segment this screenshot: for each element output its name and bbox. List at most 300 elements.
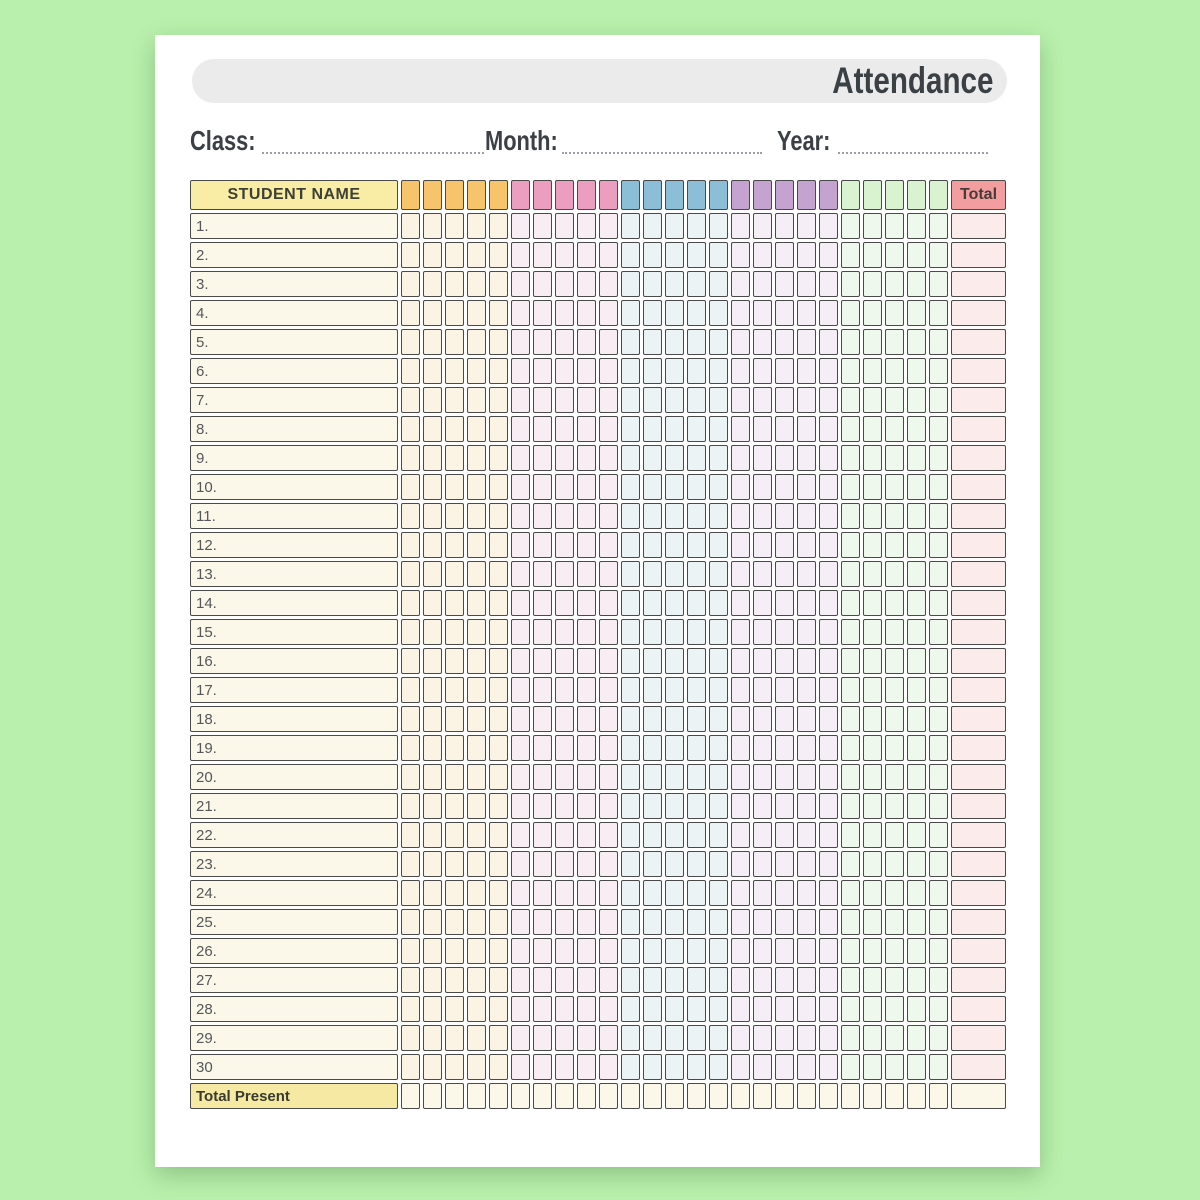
attendance-cell[interactable] — [665, 503, 684, 529]
attendance-cell[interactable] — [819, 271, 838, 297]
attendance-cell[interactable] — [709, 416, 728, 442]
attendance-cell[interactable] — [731, 387, 750, 413]
attendance-cell[interactable] — [423, 1054, 442, 1080]
attendance-cell[interactable] — [709, 706, 728, 732]
attendance-cell[interactable] — [445, 387, 464, 413]
attendance-cell[interactable] — [555, 909, 574, 935]
attendance-cell[interactable] — [577, 648, 596, 674]
attendance-cell[interactable] — [841, 474, 860, 500]
attendance-cell[interactable] — [819, 387, 838, 413]
attendance-cell[interactable] — [423, 735, 442, 761]
attendance-cell[interactable] — [907, 503, 926, 529]
student-name-cell[interactable]: 23. — [190, 851, 398, 877]
attendance-cell[interactable] — [929, 416, 948, 442]
attendance-cell[interactable] — [533, 561, 552, 587]
attendance-cell[interactable] — [555, 329, 574, 355]
attendance-cell[interactable] — [775, 735, 794, 761]
attendance-cell[interactable] — [533, 1054, 552, 1080]
attendance-cell[interactable] — [643, 416, 662, 442]
attendance-cell[interactable] — [599, 706, 618, 732]
attendance-cell[interactable] — [885, 1054, 904, 1080]
attendance-cell[interactable] — [445, 822, 464, 848]
attendance-cell[interactable] — [577, 822, 596, 848]
attendance-cell[interactable] — [753, 648, 772, 674]
attendance-cell[interactable] — [533, 271, 552, 297]
attendance-cell[interactable] — [665, 271, 684, 297]
attendance-cell[interactable] — [621, 532, 640, 558]
attendance-cell[interactable] — [885, 503, 904, 529]
attendance-cell[interactable] — [863, 561, 882, 587]
attendance-cell[interactable] — [841, 880, 860, 906]
attendance-cell[interactable] — [643, 938, 662, 964]
attendance-cell[interactable] — [665, 561, 684, 587]
attendance-cell[interactable] — [709, 445, 728, 471]
attendance-cell[interactable] — [797, 416, 816, 442]
attendance-cell[interactable] — [599, 445, 618, 471]
row-total-cell[interactable] — [951, 445, 1006, 471]
attendance-cell[interactable] — [555, 764, 574, 790]
attendance-cell[interactable] — [445, 880, 464, 906]
attendance-cell[interactable] — [489, 387, 508, 413]
attendance-cell[interactable] — [511, 706, 530, 732]
attendance-cell[interactable] — [819, 677, 838, 703]
row-total-cell[interactable] — [951, 648, 1006, 674]
attendance-cell[interactable] — [467, 996, 486, 1022]
attendance-cell[interactable] — [731, 242, 750, 268]
attendance-cell[interactable] — [621, 967, 640, 993]
attendance-cell[interactable] — [863, 387, 882, 413]
attendance-cell[interactable] — [775, 764, 794, 790]
student-name-cell[interactable]: 25. — [190, 909, 398, 935]
attendance-cell[interactable] — [533, 996, 552, 1022]
attendance-cell[interactable] — [819, 213, 838, 239]
attendance-cell[interactable] — [577, 996, 596, 1022]
attendance-cell[interactable] — [599, 213, 618, 239]
attendance-cell[interactable] — [511, 764, 530, 790]
attendance-cell[interactable] — [467, 909, 486, 935]
attendance-cell[interactable] — [533, 764, 552, 790]
attendance-cell[interactable] — [687, 996, 706, 1022]
attendance-cell[interactable] — [423, 851, 442, 877]
attendance-cell[interactable] — [731, 213, 750, 239]
attendance-cell[interactable] — [731, 358, 750, 384]
attendance-cell[interactable] — [467, 503, 486, 529]
attendance-cell[interactable] — [753, 561, 772, 587]
attendance-cell[interactable] — [423, 619, 442, 645]
row-total-cell[interactable] — [951, 793, 1006, 819]
student-name-cell[interactable]: 12. — [190, 532, 398, 558]
attendance-cell[interactable] — [489, 358, 508, 384]
attendance-cell[interactable] — [599, 909, 618, 935]
attendance-cell[interactable] — [599, 648, 618, 674]
attendance-cell[interactable] — [775, 648, 794, 674]
attendance-cell[interactable] — [665, 213, 684, 239]
row-total-cell[interactable] — [951, 561, 1006, 587]
attendance-cell[interactable] — [489, 561, 508, 587]
attendance-cell[interactable] — [819, 706, 838, 732]
attendance-cell[interactable] — [885, 213, 904, 239]
attendance-cell[interactable] — [445, 590, 464, 616]
attendance-cell[interactable] — [929, 706, 948, 732]
attendance-cell[interactable] — [533, 474, 552, 500]
attendance-cell[interactable] — [775, 851, 794, 877]
attendance-cell[interactable] — [665, 590, 684, 616]
attendance-cell[interactable] — [401, 561, 420, 587]
attendance-cell[interactable] — [797, 532, 816, 558]
attendance-cell[interactable] — [687, 561, 706, 587]
attendance-cell[interactable] — [401, 532, 420, 558]
attendance-cell[interactable] — [907, 619, 926, 645]
attendance-cell[interactable] — [687, 938, 706, 964]
attendance-cell[interactable] — [885, 445, 904, 471]
attendance-cell[interactable] — [555, 416, 574, 442]
attendance-cell[interactable] — [797, 445, 816, 471]
attendance-cell[interactable] — [467, 561, 486, 587]
attendance-cell[interactable] — [929, 590, 948, 616]
attendance-cell[interactable] — [863, 967, 882, 993]
student-name-cell[interactable]: 1. — [190, 213, 398, 239]
attendance-cell[interactable] — [863, 300, 882, 326]
attendance-cell[interactable] — [467, 1025, 486, 1051]
attendance-cell[interactable] — [621, 822, 640, 848]
attendance-cell[interactable] — [775, 474, 794, 500]
attendance-cell[interactable] — [445, 503, 464, 529]
attendance-cell[interactable] — [819, 880, 838, 906]
row-total-cell[interactable] — [951, 590, 1006, 616]
total-present-cell[interactable] — [753, 1083, 772, 1109]
month-input-line[interactable] — [562, 151, 762, 154]
total-present-cell[interactable] — [885, 1083, 904, 1109]
attendance-cell[interactable] — [731, 735, 750, 761]
student-name-cell[interactable]: 20. — [190, 764, 398, 790]
attendance-cell[interactable] — [907, 735, 926, 761]
student-name-cell[interactable]: 10. — [190, 474, 398, 500]
attendance-cell[interactable] — [709, 329, 728, 355]
student-name-cell[interactable]: 27. — [190, 967, 398, 993]
attendance-cell[interactable] — [445, 996, 464, 1022]
attendance-cell[interactable] — [731, 967, 750, 993]
attendance-cell[interactable] — [423, 793, 442, 819]
attendance-cell[interactable] — [731, 416, 750, 442]
attendance-cell[interactable] — [533, 735, 552, 761]
attendance-cell[interactable] — [621, 648, 640, 674]
attendance-cell[interactable] — [687, 735, 706, 761]
student-name-cell[interactable]: 16. — [190, 648, 398, 674]
attendance-cell[interactable] — [731, 706, 750, 732]
attendance-cell[interactable] — [753, 474, 772, 500]
attendance-cell[interactable] — [621, 445, 640, 471]
total-present-cell[interactable] — [665, 1083, 684, 1109]
attendance-cell[interactable] — [555, 271, 574, 297]
attendance-cell[interactable] — [511, 880, 530, 906]
attendance-cell[interactable] — [687, 677, 706, 703]
attendance-cell[interactable] — [621, 358, 640, 384]
attendance-cell[interactable] — [467, 938, 486, 964]
attendance-cell[interactable] — [401, 474, 420, 500]
row-total-cell[interactable] — [951, 677, 1006, 703]
attendance-cell[interactable] — [709, 677, 728, 703]
attendance-cell[interactable] — [753, 764, 772, 790]
attendance-cell[interactable] — [445, 735, 464, 761]
attendance-cell[interactable] — [797, 503, 816, 529]
row-total-cell[interactable] — [951, 880, 1006, 906]
attendance-cell[interactable] — [511, 909, 530, 935]
attendance-cell[interactable] — [687, 387, 706, 413]
attendance-cell[interactable] — [555, 735, 574, 761]
attendance-cell[interactable] — [731, 677, 750, 703]
attendance-cell[interactable] — [423, 938, 442, 964]
attendance-cell[interactable] — [775, 358, 794, 384]
attendance-cell[interactable] — [819, 329, 838, 355]
attendance-cell[interactable] — [533, 880, 552, 906]
attendance-cell[interactable] — [467, 880, 486, 906]
attendance-cell[interactable] — [423, 213, 442, 239]
attendance-cell[interactable] — [753, 996, 772, 1022]
attendance-cell[interactable] — [511, 619, 530, 645]
attendance-cell[interactable] — [577, 1025, 596, 1051]
student-name-cell[interactable]: 21. — [190, 793, 398, 819]
total-present-cell[interactable] — [863, 1083, 882, 1109]
attendance-cell[interactable] — [445, 532, 464, 558]
attendance-cell[interactable] — [885, 677, 904, 703]
row-total-cell[interactable] — [951, 967, 1006, 993]
attendance-cell[interactable] — [841, 677, 860, 703]
attendance-cell[interactable] — [885, 735, 904, 761]
attendance-cell[interactable] — [841, 793, 860, 819]
attendance-cell[interactable] — [621, 880, 640, 906]
attendance-cell[interactable] — [753, 242, 772, 268]
student-name-cell[interactable]: 22. — [190, 822, 398, 848]
attendance-cell[interactable] — [819, 445, 838, 471]
attendance-cell[interactable] — [423, 967, 442, 993]
attendance-cell[interactable] — [687, 909, 706, 935]
attendance-cell[interactable] — [863, 735, 882, 761]
attendance-cell[interactable] — [863, 358, 882, 384]
attendance-cell[interactable] — [775, 880, 794, 906]
attendance-cell[interactable] — [489, 996, 508, 1022]
student-name-cell[interactable]: 17. — [190, 677, 398, 703]
attendance-cell[interactable] — [731, 996, 750, 1022]
attendance-cell[interactable] — [731, 822, 750, 848]
attendance-cell[interactable] — [577, 706, 596, 732]
attendance-cell[interactable] — [511, 387, 530, 413]
attendance-cell[interactable] — [731, 445, 750, 471]
attendance-cell[interactable] — [599, 967, 618, 993]
attendance-cell[interactable] — [863, 619, 882, 645]
attendance-cell[interactable] — [929, 938, 948, 964]
attendance-cell[interactable] — [489, 1054, 508, 1080]
attendance-cell[interactable] — [577, 561, 596, 587]
attendance-cell[interactable] — [797, 880, 816, 906]
total-present-cell[interactable] — [467, 1083, 486, 1109]
attendance-cell[interactable] — [709, 532, 728, 558]
attendance-cell[interactable] — [423, 909, 442, 935]
student-name-cell[interactable]: 2. — [190, 242, 398, 268]
attendance-cell[interactable] — [533, 213, 552, 239]
attendance-cell[interactable] — [423, 880, 442, 906]
attendance-cell[interactable] — [555, 1054, 574, 1080]
attendance-cell[interactable] — [929, 358, 948, 384]
attendance-cell[interactable] — [423, 474, 442, 500]
attendance-cell[interactable] — [819, 1025, 838, 1051]
attendance-cell[interactable] — [819, 967, 838, 993]
attendance-cell[interactable] — [863, 880, 882, 906]
attendance-cell[interactable] — [687, 706, 706, 732]
attendance-cell[interactable] — [445, 967, 464, 993]
row-total-cell[interactable] — [951, 938, 1006, 964]
attendance-cell[interactable] — [885, 706, 904, 732]
attendance-cell[interactable] — [467, 590, 486, 616]
attendance-cell[interactable] — [489, 793, 508, 819]
attendance-cell[interactable] — [489, 416, 508, 442]
attendance-cell[interactable] — [775, 271, 794, 297]
attendance-cell[interactable] — [489, 300, 508, 326]
attendance-cell[interactable] — [841, 213, 860, 239]
attendance-cell[interactable] — [731, 851, 750, 877]
attendance-cell[interactable] — [467, 967, 486, 993]
attendance-cell[interactable] — [907, 445, 926, 471]
attendance-cell[interactable] — [841, 1025, 860, 1051]
attendance-cell[interactable] — [401, 996, 420, 1022]
attendance-cell[interactable] — [709, 1025, 728, 1051]
attendance-cell[interactable] — [665, 358, 684, 384]
attendance-cell[interactable] — [907, 590, 926, 616]
attendance-cell[interactable] — [863, 213, 882, 239]
attendance-cell[interactable] — [841, 329, 860, 355]
attendance-cell[interactable] — [885, 358, 904, 384]
attendance-cell[interactable] — [907, 416, 926, 442]
attendance-cell[interactable] — [687, 793, 706, 819]
attendance-cell[interactable] — [621, 764, 640, 790]
attendance-cell[interactable] — [577, 271, 596, 297]
attendance-cell[interactable] — [907, 358, 926, 384]
attendance-cell[interactable] — [709, 764, 728, 790]
attendance-cell[interactable] — [489, 880, 508, 906]
attendance-cell[interactable] — [555, 619, 574, 645]
attendance-cell[interactable] — [555, 561, 574, 587]
attendance-cell[interactable] — [885, 242, 904, 268]
attendance-cell[interactable] — [709, 503, 728, 529]
attendance-cell[interactable] — [489, 938, 508, 964]
attendance-cell[interactable] — [709, 938, 728, 964]
attendance-cell[interactable] — [863, 271, 882, 297]
attendance-cell[interactable] — [599, 822, 618, 848]
attendance-cell[interactable] — [863, 503, 882, 529]
attendance-cell[interactable] — [423, 1025, 442, 1051]
student-name-cell[interactable]: 30 — [190, 1054, 398, 1080]
attendance-cell[interactable] — [621, 561, 640, 587]
attendance-cell[interactable] — [401, 851, 420, 877]
student-name-cell[interactable]: 14. — [190, 590, 398, 616]
attendance-cell[interactable] — [643, 474, 662, 500]
attendance-cell[interactable] — [577, 880, 596, 906]
row-total-cell[interactable] — [951, 503, 1006, 529]
attendance-cell[interactable] — [643, 213, 662, 239]
attendance-cell[interactable] — [489, 967, 508, 993]
attendance-cell[interactable] — [753, 880, 772, 906]
grand-total-cell[interactable] — [951, 1083, 1006, 1109]
attendance-cell[interactable] — [621, 474, 640, 500]
total-present-cell[interactable] — [819, 1083, 838, 1109]
attendance-cell[interactable] — [423, 561, 442, 587]
attendance-cell[interactable] — [489, 532, 508, 558]
attendance-cell[interactable] — [621, 271, 640, 297]
attendance-cell[interactable] — [841, 1054, 860, 1080]
attendance-cell[interactable] — [643, 793, 662, 819]
total-present-cell[interactable] — [401, 1083, 420, 1109]
attendance-cell[interactable] — [665, 677, 684, 703]
attendance-cell[interactable] — [797, 387, 816, 413]
attendance-cell[interactable] — [687, 590, 706, 616]
total-present-cell[interactable] — [709, 1083, 728, 1109]
total-present-cell[interactable] — [929, 1083, 948, 1109]
attendance-cell[interactable] — [841, 706, 860, 732]
attendance-cell[interactable] — [775, 938, 794, 964]
attendance-cell[interactable] — [511, 1025, 530, 1051]
attendance-cell[interactable] — [577, 416, 596, 442]
attendance-cell[interactable] — [621, 938, 640, 964]
attendance-cell[interactable] — [797, 561, 816, 587]
attendance-cell[interactable] — [511, 445, 530, 471]
total-present-cell[interactable] — [687, 1083, 706, 1109]
attendance-cell[interactable] — [445, 271, 464, 297]
attendance-cell[interactable] — [819, 938, 838, 964]
attendance-cell[interactable] — [621, 793, 640, 819]
attendance-cell[interactable] — [687, 474, 706, 500]
attendance-cell[interactable] — [753, 445, 772, 471]
attendance-cell[interactable] — [401, 271, 420, 297]
attendance-cell[interactable] — [445, 706, 464, 732]
attendance-cell[interactable] — [797, 271, 816, 297]
attendance-cell[interactable] — [577, 445, 596, 471]
attendance-cell[interactable] — [797, 648, 816, 674]
total-present-cell[interactable] — [445, 1083, 464, 1109]
attendance-cell[interactable] — [885, 880, 904, 906]
attendance-cell[interactable] — [885, 329, 904, 355]
attendance-cell[interactable] — [731, 793, 750, 819]
attendance-cell[interactable] — [687, 329, 706, 355]
attendance-cell[interactable] — [775, 416, 794, 442]
attendance-cell[interactable] — [775, 561, 794, 587]
attendance-cell[interactable] — [489, 590, 508, 616]
attendance-cell[interactable] — [797, 735, 816, 761]
attendance-cell[interactable] — [687, 503, 706, 529]
attendance-cell[interactable] — [929, 967, 948, 993]
attendance-cell[interactable] — [599, 358, 618, 384]
attendance-cell[interactable] — [555, 851, 574, 877]
attendance-cell[interactable] — [863, 590, 882, 616]
attendance-cell[interactable] — [841, 938, 860, 964]
attendance-cell[interactable] — [555, 648, 574, 674]
attendance-cell[interactable] — [401, 793, 420, 819]
attendance-cell[interactable] — [401, 213, 420, 239]
attendance-cell[interactable] — [797, 213, 816, 239]
student-name-cell[interactable]: 19. — [190, 735, 398, 761]
attendance-cell[interactable] — [731, 271, 750, 297]
row-total-cell[interactable] — [951, 996, 1006, 1022]
attendance-cell[interactable] — [467, 329, 486, 355]
attendance-cell[interactable] — [731, 503, 750, 529]
attendance-cell[interactable] — [665, 242, 684, 268]
attendance-cell[interactable] — [643, 387, 662, 413]
attendance-cell[interactable] — [665, 909, 684, 935]
attendance-cell[interactable] — [863, 242, 882, 268]
attendance-cell[interactable] — [775, 213, 794, 239]
attendance-cell[interactable] — [511, 793, 530, 819]
attendance-cell[interactable] — [621, 677, 640, 703]
attendance-cell[interactable] — [841, 561, 860, 587]
attendance-cell[interactable] — [621, 503, 640, 529]
